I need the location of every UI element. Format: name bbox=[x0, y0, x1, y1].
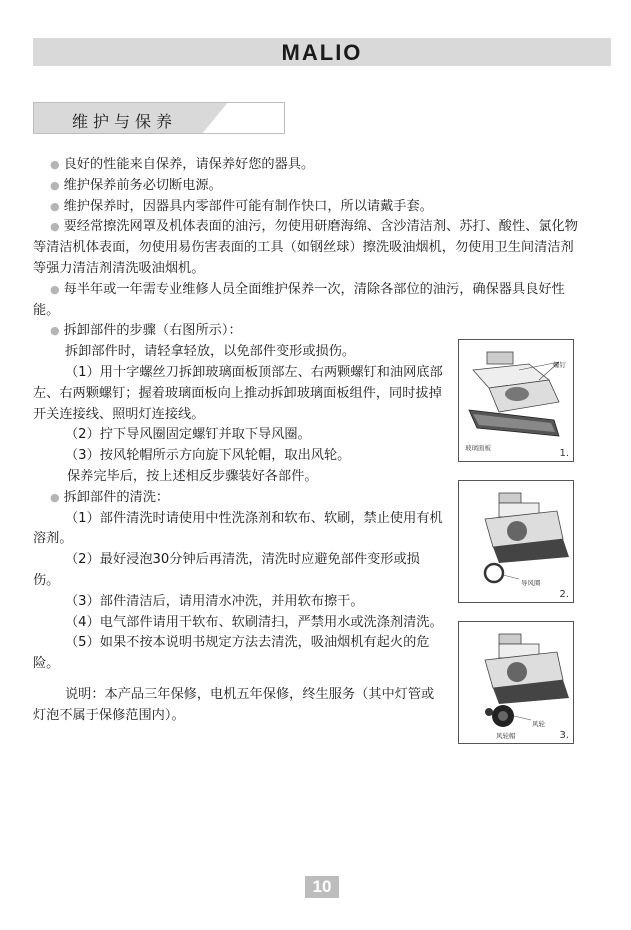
bullet-icon: ● bbox=[50, 220, 60, 234]
section-title: 维护与保养 bbox=[72, 112, 178, 131]
bullet-icon: ● bbox=[50, 158, 60, 171]
paragraph: ● 每半年或一年需专业维修人员全面维护保养一次，清除各部位的油污，确保器具良好性能。 bbox=[33, 281, 565, 318]
cleaning-step: （5）如果不按本说明书规定方法去清洗，吸油烟机有起火的危险。 bbox=[33, 635, 430, 672]
brand-logo: MALIO bbox=[281, 40, 363, 65]
disassembly-step: （1）用十字螺丝刀拆卸玻璃面板顶部左、右两颗螺钉和油网底部左、右两颗螺钉；握着玻璃面板向上推动拆卸玻璃面板组件，同时拔掉开关连接线、照明灯连接线。 bbox=[33, 364, 443, 422]
disassembly-step: （2）拧下导风圈固定螺钉并取下导风圈。 bbox=[65, 427, 311, 443]
warranty-note: 说明：本产品三年保修，电机五年保修，终生服务（其中灯管或灯泡不属于保修范围内）。 bbox=[33, 686, 435, 723]
page-number: 10 bbox=[305, 876, 339, 898]
bullet-icon: ● bbox=[50, 490, 60, 504]
cleaning-step: （4）电气部件请用干软布、软刷清扫，严禁用水或洗涤剂清洗。 bbox=[65, 614, 443, 630]
section-tab bbox=[33, 102, 285, 134]
disassembly-step: （3）按风轮帽所示方向旋下风轮帽，取出风轮。 bbox=[65, 448, 351, 464]
cleaning-step: （2）最好浸泡30分钟后再清洗，清洗时应避免部件变形或损伤。 bbox=[33, 552, 420, 588]
paragraph: ● 良好的性能来自保养，请保养好您的器具。 bbox=[50, 157, 315, 172]
paragraph: ● 维护保养前务必切断电源。 bbox=[50, 177, 222, 193]
figure-label: 螺钉 bbox=[553, 361, 566, 369]
figure-2 bbox=[458, 480, 574, 603]
bullet-icon: ● bbox=[50, 282, 60, 296]
cleaning-step: （1）部件清洗时请使用中性洗涤剂和软布、软刷，禁止使用有机溶剂。 bbox=[33, 510, 443, 547]
figure-label: 风轮帽 bbox=[496, 732, 516, 740]
range-hood-air-ring-illustration bbox=[459, 481, 573, 602]
cleaning-title: ● 拆卸部件的清洗： bbox=[50, 489, 170, 505]
disassembly-intro: 拆卸部件时，请轻拿轻放，以免部件变形或损伤。 bbox=[65, 344, 356, 360]
figure-label: 风轮 bbox=[532, 720, 545, 728]
cleaning-step: （3）部件清洁后，请用清水冲洗，并用软布擦干。 bbox=[65, 593, 364, 609]
range-hood-fan-wheel-illustration bbox=[459, 622, 573, 743]
figure-1 bbox=[458, 339, 574, 462]
figure-3 bbox=[458, 621, 574, 744]
paragraph: ● 维护保养时，因器具内零部件可能有制作快口，所以请戴手套。 bbox=[50, 198, 433, 214]
bullet-icon: ● bbox=[50, 178, 60, 192]
figure-number: 1. bbox=[559, 448, 569, 459]
bullet-icon: ● bbox=[50, 199, 60, 213]
figure-label: 导风圈 bbox=[521, 579, 541, 587]
paragraph: ● 要经常擦洗网罩及机体表面的油污，勿使用研磨海绵、含沙清洁剂、苏打、酸性、氯化物等清洁机体表面，勿使用易伤害表面的工具（如钢丝球）擦洗吸油烟机，勿使用卫生间清洁剂等强力清洁剂清洗吸油烟机。 bbox=[33, 219, 578, 276]
figure-number: 3. bbox=[559, 730, 569, 741]
disassembly-outro: 保养完毕后，按上述相反步骤装好各部件。 bbox=[67, 468, 318, 484]
figure-label: 玻璃面板 bbox=[465, 444, 491, 452]
figure-number: 2. bbox=[559, 589, 569, 600]
header-bar bbox=[33, 38, 611, 66]
bullet-icon: ● bbox=[50, 324, 60, 338]
disassembly-title: ● 拆卸部件的步骤（右图所示）： bbox=[50, 323, 242, 339]
